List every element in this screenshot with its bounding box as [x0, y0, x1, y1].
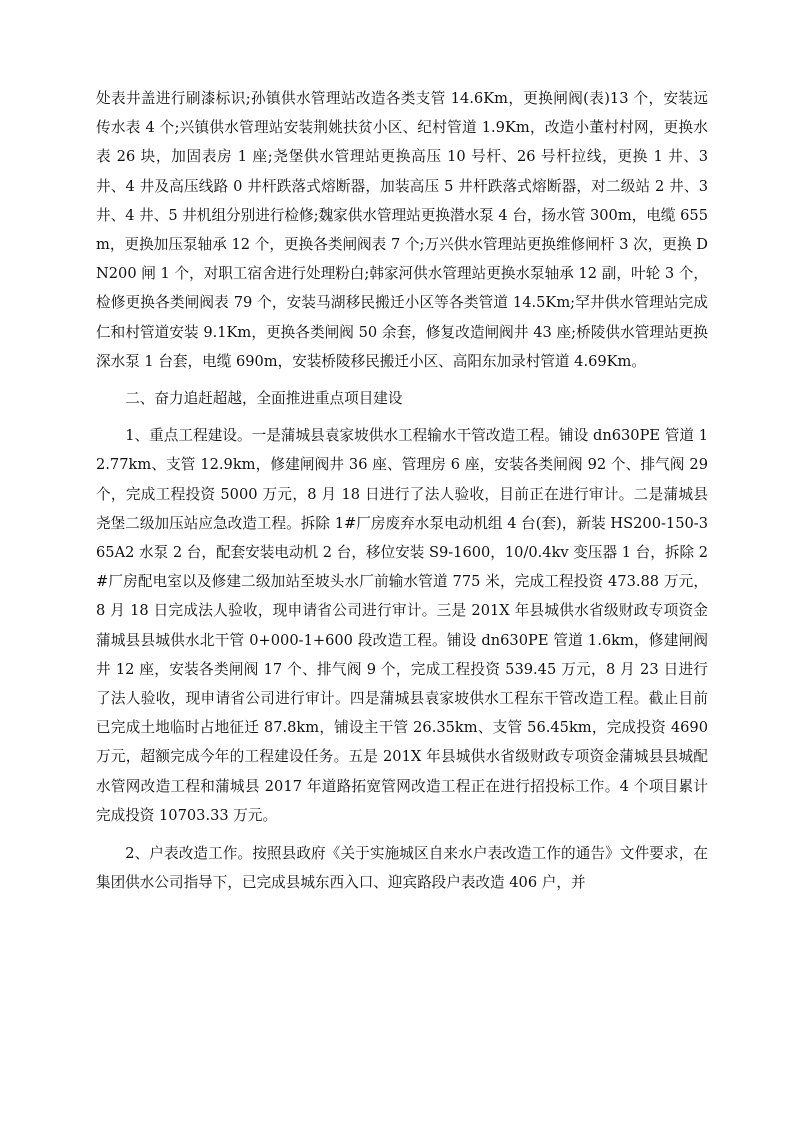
document-page: [96, 84, 708, 897]
section-heading-key-projects: 二、奋力追赶超越，全面推进重点项目建设: [125, 390, 403, 408]
paragraph-key-project-construction: 1、重点工程建设。一是蒲城县袁家坡供水工程输水干管改造工程。铺设 dn630PE 管道 12.77km、支管 12.9km，修建闸阀井 36 座、管理房 6 座，安装各类闸阀 92 个、排气阀 29 个，完成工程投资 5000 万元，8 月 18 日进行了法人验收，目前正在进行审计。二是蒲城县尧堡二级加压站应急改造工程。拆除 1#厂房废弃水泵电动机组 4 台(套)，新装 HS200-150-365A2 水泵 2 台，配套安装电动机 2 台，移位安装 S9-1600，10/0.4kv 变压器 1 台，拆除 2#厂房配电室以及修建二级加站至坡头水厂前输水管道 775 米，完成工程投资 473.88 万元，8 月 18 日完成法人验收，现申请省公司进行审计。三是 201X 年县城供水省级财政专项资金蒲城县县城供水北干管 0+000-1+600 段改造工程。铺设 dn630PE 管道 1.6km，修建闸阀井 12 座，安装各类闸阀 17 个、排气阀 9 个，完成工程投资 539.45 万元，8 月 23 日进行了法人验收，现申请省公司进行审计。四是蒲城县袁家坡供水工程东干管改造工程。截止目前已完成土地临时占地征迁 87.8km，铺设主干管 26.35km、支管 56.45km，完成投资 4690 万元，超额完成今年的工程建设任务。五是 201X 年县城供水省级财政专项资金蒲城县县城配水管网改造工程和蒲城县 2017 年道路拓宽管网改造工程正在进行招投标工作。4 个项目累计完成投资 10703.33 万元。: [96, 427, 708, 824]
paragraph-meter-renovation: 2、户表改造工作。按照县政府《关于实施城区自来水户表改造工作的通告》文件要求，在集团供水公司指导下，已完成县城东西入口、迎宾路段户表改造 406 户，并: [96, 845, 708, 892]
paragraph-station-maintenance: 处表井盖进行刷漆标识;孙镇供水管理站改造各类支管 14.6Km，更换闸阀(表)13 个，安装远传水表 4 个;兴镇供水管理站安装荆姚扶贫小区、纪村管道 1.9Km，改造小董村村网，更换水表 26 块，加固表房 1 座;尧堡供水管理站更换高压 10 号杆、26 号杆拉线，更换 1 井、3 井、4 井及高压线路 0 井杆跌落式熔断器，加装高压 5 井杆跌落式熔断器，对二级站 2 井、3 井、4 井、5 井机组分别进行检修;魏家供水管理站更换潜水泵 4 台，扬水管 300m，电缆 655m，更换加压泵轴承 12 个，更换各类闸阀表 7 个;万兴供水管理站更换维修闸杆 3 次，更换 DN200 闸 1 个，对职工宿舍进行处理粉白;韩家河供水管理站更换水泵轴承 12 副，叶轮 3 个，检修更换各类闸阀表 79 个，安装马湖移民搬迁小区等各类管道 14.5Km;罕井供水管理站完成仁和村管道安装 9.1Km，更换各类闸阀 50 余套，修复改造闸阀井 43 座;桥陵供水管理站更换深水泵 1 台套，电缆 690m，安装桥陵移民搬迁小区、高阳东加录村管道 4.69Km。: [96, 90, 708, 370]
